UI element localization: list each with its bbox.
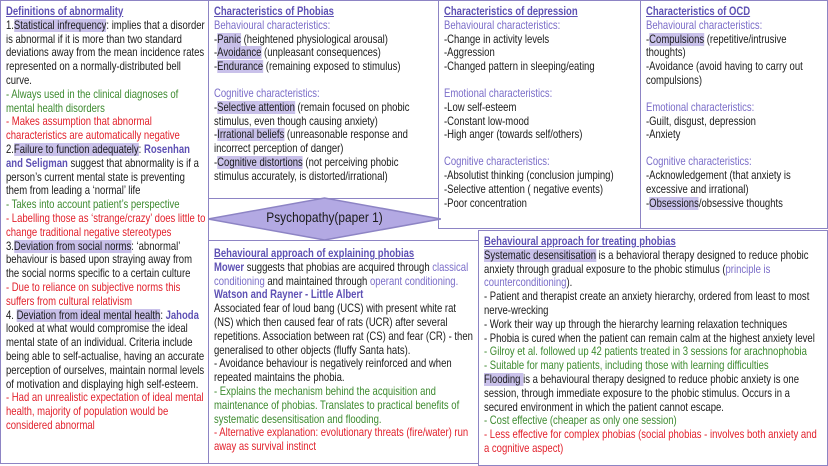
treating-phobias-box (478, 230, 828, 466)
list-item: -Irrational beliefs (unreasonable response and incorrect perception of danger) (214, 128, 408, 156)
term: Cognitive distortions (217, 155, 303, 169)
key-term: operant conditioning. (369, 274, 459, 288)
text: (not perceiving phobic stimulus accurately, is distorted/irrational) (214, 155, 399, 183)
title-label: Psychopathy(paper 1) (266, 209, 383, 225)
emotional-label: Emotional characteristics: (444, 86, 553, 100)
list-item: -Anxiety (646, 128, 681, 142)
list-item: -Absolutist thinking (conclusion jumping) (444, 168, 614, 182)
text: : implies that a disorder is abnormal if it is more than two standard deviations away from the mean incidence rates represented on a normally-distributed bell curve. (6, 18, 205, 87)
list-item: -Obsessions/obsessive thoughts (646, 196, 783, 210)
list-item: -Compulsions (repetitive/intrusive thoughts) (646, 32, 787, 60)
abnormality-heading: Definitions of abnormality (6, 5, 124, 18)
text: ). (566, 276, 573, 290)
depression-box (438, 0, 642, 229)
sd-paragraph (484, 249, 824, 290)
strength: - Takes into account patient’s perspective (6, 198, 180, 212)
list-item: -High anger (towards self/others) (444, 128, 583, 142)
abnormality-box (0, 0, 209, 464)
explaining-phobias-box (208, 240, 479, 464)
list-item: -Panic (heightened physiological arousal) (214, 32, 388, 46)
definition-3 (6, 240, 206, 281)
strength: - Gilroy et al. followed up 42 patients treated in 3 sessions for arachnophobia (484, 345, 807, 359)
depression-heading: Characteristics of depression (444, 5, 578, 18)
list-item: -Acknowledgement (that anxiety is excessive and irrational) (646, 168, 791, 196)
colon: : (138, 142, 144, 156)
number: 4. (6, 308, 17, 322)
researchers: Rosenhan and Seligman (6, 142, 190, 170)
weakness: - Due to reliance on subjective norms this suffers from cultural relativism (6, 280, 181, 308)
text: (unpleasant consequences) (261, 46, 381, 60)
term: Statistical infrequency (13, 18, 107, 32)
definition-4 (6, 309, 206, 392)
colon: : (160, 308, 166, 322)
list-item: -Aggression (444, 46, 495, 60)
weakness: - Makes assumption that abnormal characteristics are automatically negative (6, 115, 180, 143)
list-item: -Guilt, disgust, depression (646, 114, 756, 128)
text: (remain focused on phobic stimulus, even though causing anxiety) (214, 100, 410, 128)
text: (heightened physiological arousal) (240, 32, 388, 46)
cognitive-label: Cognitive characteristics: (214, 86, 320, 100)
strength: - Suitable for many patients, including those with learning difficulties (484, 359, 769, 373)
list-item: - Patient and therapist create an anxiety hierarchy, ordered from least to most nerve-wrecking (484, 290, 810, 317)
text: suggests that phobias are acquired through (244, 260, 433, 274)
text: suggest that abnormality is if a person’s current mental state is preventing them from leading a ‘normal’ life (6, 156, 199, 198)
term: Panic (217, 32, 241, 46)
list-item: -Constant low-mood (444, 114, 530, 128)
weakness: - Had an unrealistic expectation of ideal mental health, majority of population would be considered abnormal (6, 391, 204, 432)
definition-2 (6, 143, 206, 198)
number: 1. (6, 18, 14, 32)
term: Failure to function adequately (13, 142, 139, 156)
text: : ‘abnormal’ behaviour is based upon straying away from the social norms specific to a certain culture (6, 239, 193, 281)
list-item: - Work their way up through the hierarchy learning relaxation techniques (484, 317, 788, 331)
term: Deviation from ideal mental health (16, 308, 161, 322)
ocd-heading: Characteristics of OCD (646, 5, 751, 18)
term: Deviation from social norms (13, 239, 132, 253)
list-item: -Avoidance (unpleasant consequences) (214, 46, 381, 60)
weakness: - Alternative explanation: evolutionary threats (fire/water) run away as survival instinct (214, 426, 469, 454)
ocd-box (640, 0, 828, 229)
mower-paragraph (214, 261, 475, 289)
term: Flooding (484, 372, 524, 386)
term: Selective attention (217, 100, 295, 114)
text: /obsessive thoughts (698, 196, 783, 210)
key-term: classical conditioning (214, 260, 469, 288)
list-item: -Endurance (remaining exposed to stimulus) (214, 60, 401, 74)
list-item: -Selective attention (remain focused on phobic stimulus, even though causing anxiety) (214, 100, 410, 128)
study-title: Watson and Rayner - Little Albert (214, 288, 364, 302)
weakness: - Less effective for complex phobias (social phobias - involves both anxiety and a cognitive aspect) (484, 428, 817, 455)
term: Compulsions (649, 32, 705, 46)
behavioural-label: Behavioural characteristics: (214, 18, 331, 32)
weakness: - Labelling those as ‘strange/crazy’ does little to change traditional negative stereotypes (6, 211, 206, 239)
list-item: -Poor concentration (444, 196, 527, 210)
text: (unreasonable response and incorrect perception of danger) (214, 128, 408, 156)
term: Obsessions (649, 196, 699, 210)
abnormality-content (6, 5, 206, 433)
term: Irrational beliefs (217, 128, 285, 142)
list-item: - Phobia is cured when the patient can remain calm at the highest anxiety level (484, 331, 815, 345)
text: (remaining exposed to stimulus) (263, 60, 401, 74)
phobias-box (208, 0, 440, 199)
study-text: Associated fear of loud bang (UCS) with present white rat (NS) which then caused fear of rats (UCR) after several repetitions. Association between rat (CS) and fear (CR) - then generalised to other objects (fluffy Santa hats). (214, 302, 473, 357)
flooding-paragraph (484, 373, 824, 414)
list-item: -Cognitive distortions (not perceiving phobic stimulus accurately, is distorted/irrational) (214, 155, 399, 183)
researcher: Mower (214, 260, 245, 274)
treating-heading: Behavioural approach for treating phobias (484, 235, 676, 248)
behavioural-label: Behavioural characteristics: (646, 18, 763, 32)
list-item: -Changed pattern in sleeping/eating (444, 60, 595, 74)
strength: - Cost effective (cheaper as only one session) (484, 414, 677, 428)
researcher: Jahoda (165, 308, 199, 322)
key-term: principle is counterconditioning (484, 262, 771, 290)
text: is a behavioral therapy designed to reduce phobic anxiety through gradual exposure to the phobic stimulus ( (484, 248, 809, 276)
text: (repetitive/intrusive thoughts) (646, 32, 787, 60)
behavioural-label: Behavioural characteristics: (444, 18, 561, 32)
explaining-heading: Behavioural approach of explaining phobias (214, 247, 415, 260)
phobias-heading: Characteristics of Phobias (214, 5, 334, 18)
text: looked at what would compromise the ideal mental state of an individual. Criteria include being able to self-actualise, having an accurate perception of ourselves, maintain normal levels of motivation and displaying high self-esteem. (6, 322, 205, 391)
definition-1 (6, 19, 206, 88)
list-item: -Selective attention ( negative events) (444, 182, 604, 196)
term: Systematic desensitisation (484, 248, 597, 262)
text: is a behavioural therapy designed to reduce phobic anxiety is one session, through immediate exposure to the phobic stimulus. Occurs in a secured environment in which the patient cannot escape. (484, 372, 800, 414)
emotional-label: Emotional characteristics: (646, 100, 755, 114)
list-item: -Avoidance (avoid having to carry out compulsions) (646, 60, 803, 87)
list-item: -Low self-esteem (444, 100, 517, 114)
number: 3. (6, 239, 14, 253)
cognitive-label: Cognitive characteristics: (444, 155, 550, 169)
term: Endurance (217, 60, 264, 74)
strength: - Always used in the clinical diagnoses of mental health disorders (6, 87, 179, 115)
term: Avoidance (217, 46, 262, 60)
cognitive-label: Cognitive characteristics: (646, 155, 752, 169)
number: 2. (6, 142, 14, 156)
text: and maintained through (264, 274, 370, 288)
list-item: -Change in activity levels (444, 32, 550, 46)
strength: - Explains the mechanism behind the acquisition and maintenance of phobias. Translates to practical benefits of systematic desensitisation and flooding. (214, 384, 460, 426)
avoidance-point: - Avoidance behaviour is negatively reinforced and when repeated maintains the phobia. (214, 357, 452, 385)
